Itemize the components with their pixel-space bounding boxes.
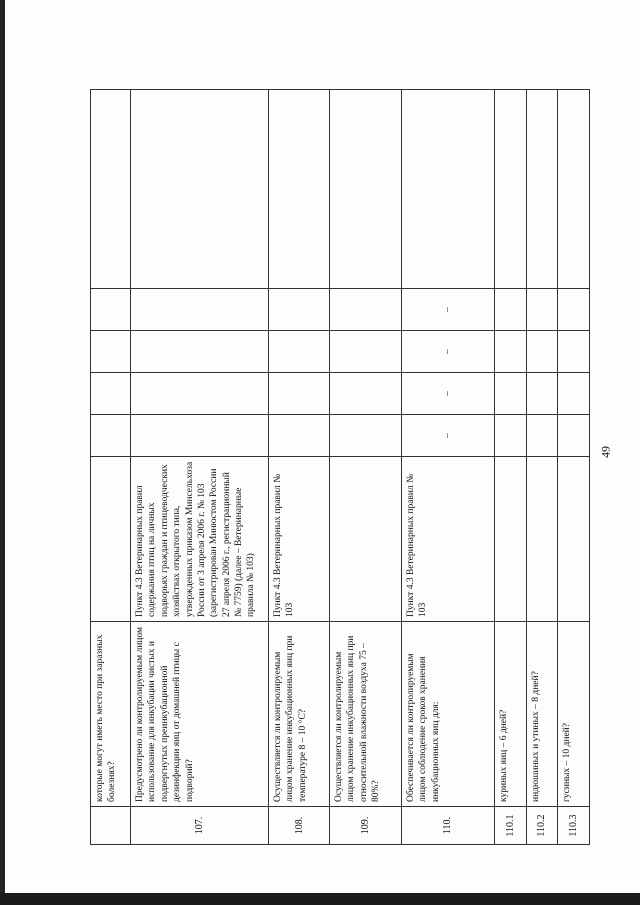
reference-cell <box>558 457 590 622</box>
answer-na-cell <box>91 331 131 373</box>
answer-extra-cell <box>91 289 131 331</box>
answer-no-cell <box>330 373 402 415</box>
answer-no-cell: – <box>401 373 494 415</box>
answer-yes-cell <box>558 415 590 457</box>
answer-na-cell <box>268 331 329 373</box>
answer-extra-cell <box>494 289 526 331</box>
question-cell: куриных яиц – 6 дней? <box>494 622 526 807</box>
question-cell: индюшиных и утиных – 8 дней? <box>526 622 558 807</box>
row-number <box>91 807 131 845</box>
table-row <box>268 90 329 845</box>
reference-cell <box>494 457 526 622</box>
table-row <box>526 90 558 845</box>
question-cell: Обеспечивается ли контролируемым лицом соблюдение сроков хранения инкубационных яиц для: <box>401 622 494 807</box>
answer-no-cell <box>558 373 590 415</box>
answer-no-cell <box>268 373 329 415</box>
table-row <box>494 90 526 845</box>
answer-extra-cell <box>330 289 402 331</box>
answer-extra-cell: – <box>401 289 494 331</box>
answer-extra-cell <box>558 289 590 331</box>
checklist-table <box>90 89 590 845</box>
notes-cell <box>494 90 526 289</box>
answer-no-cell <box>526 373 558 415</box>
answer-no-cell <box>91 373 131 415</box>
row-number: 109. <box>330 807 402 845</box>
table-row <box>330 90 402 845</box>
row-number: 110.3 <box>558 807 590 845</box>
answer-no-cell <box>494 373 526 415</box>
answer-yes-cell <box>131 415 269 457</box>
answer-yes-cell: – <box>401 415 494 457</box>
reference-cell <box>526 457 558 622</box>
answer-extra-cell <box>131 289 269 331</box>
answer-na-cell <box>330 331 402 373</box>
row-number: 107. <box>131 807 269 845</box>
notes-cell <box>558 90 590 289</box>
reference-cell <box>91 457 131 622</box>
row-number: 110.2 <box>526 807 558 845</box>
reference-cell <box>330 457 402 622</box>
question-cell: гусиных – 10 дней? <box>558 622 590 807</box>
answer-extra-cell <box>526 289 558 331</box>
notes-cell <box>401 90 494 289</box>
reference-cell: Пункт 4.3 Ветеринарных правил № 103 <box>268 457 329 622</box>
notes-cell <box>268 90 329 289</box>
answer-yes-cell <box>91 415 131 457</box>
table-row <box>558 90 590 845</box>
table-row <box>401 90 494 845</box>
row-number: 110. <box>401 807 494 845</box>
reference-cell: Пункт 4.3 Ветеринарных правил содержания птиц на личных подворьях граждан и птицеводческих хозяйствах открытого типа, утвержденных приказом Минсельхоза России от 3 апреля 2006 г. № 103 (зарегистрирован Минюстом России 27 апреля 2006 г., регистрационный № 7759) (далее – Ветеринарные правила № 103) <box>131 457 269 622</box>
question-cell: Осуществляется ли контролируемым лицом хранение инкубационных яиц при относительной влажности воздуха 75 – 80%? <box>330 622 402 807</box>
answer-yes-cell <box>494 415 526 457</box>
answer-yes-cell <box>526 415 558 457</box>
answer-no-cell <box>131 373 269 415</box>
checklist-table-wrapper <box>90 90 590 845</box>
answer-yes-cell <box>268 415 329 457</box>
answer-na-cell <box>494 331 526 373</box>
scan-edge-left <box>0 0 5 905</box>
answer-na-cell <box>526 331 558 373</box>
notes-cell <box>330 90 402 289</box>
table-row <box>91 90 131 845</box>
question-cell: которые могут иметь место при заразных болезнях? <box>91 622 131 807</box>
page-number: 49 <box>598 446 613 458</box>
answer-na-cell <box>558 331 590 373</box>
question-cell: Осуществляется ли контролируемым лицом хранение инкубационных яиц при температуре 8 – 10 °С? <box>268 622 329 807</box>
answer-extra-cell <box>268 289 329 331</box>
scan-edge-bottom <box>0 893 640 905</box>
notes-cell <box>131 90 269 289</box>
reference-cell: Пункт 4.3 Ветеринарных правил № 103 <box>401 457 494 622</box>
answer-na-cell: – <box>401 331 494 373</box>
notes-cell <box>91 90 131 289</box>
notes-cell <box>526 90 558 289</box>
question-cell: Предусмотрено ли контролируемым лицом использование для инкубации чистых и подвергнутых преинкубационной дезинфекции яиц от домашней птицы с подворий? <box>131 622 269 807</box>
row-number: 108. <box>268 807 329 845</box>
answer-yes-cell <box>330 415 402 457</box>
table-row <box>131 90 269 845</box>
answer-na-cell <box>131 331 269 373</box>
row-number: 110.1 <box>494 807 526 845</box>
